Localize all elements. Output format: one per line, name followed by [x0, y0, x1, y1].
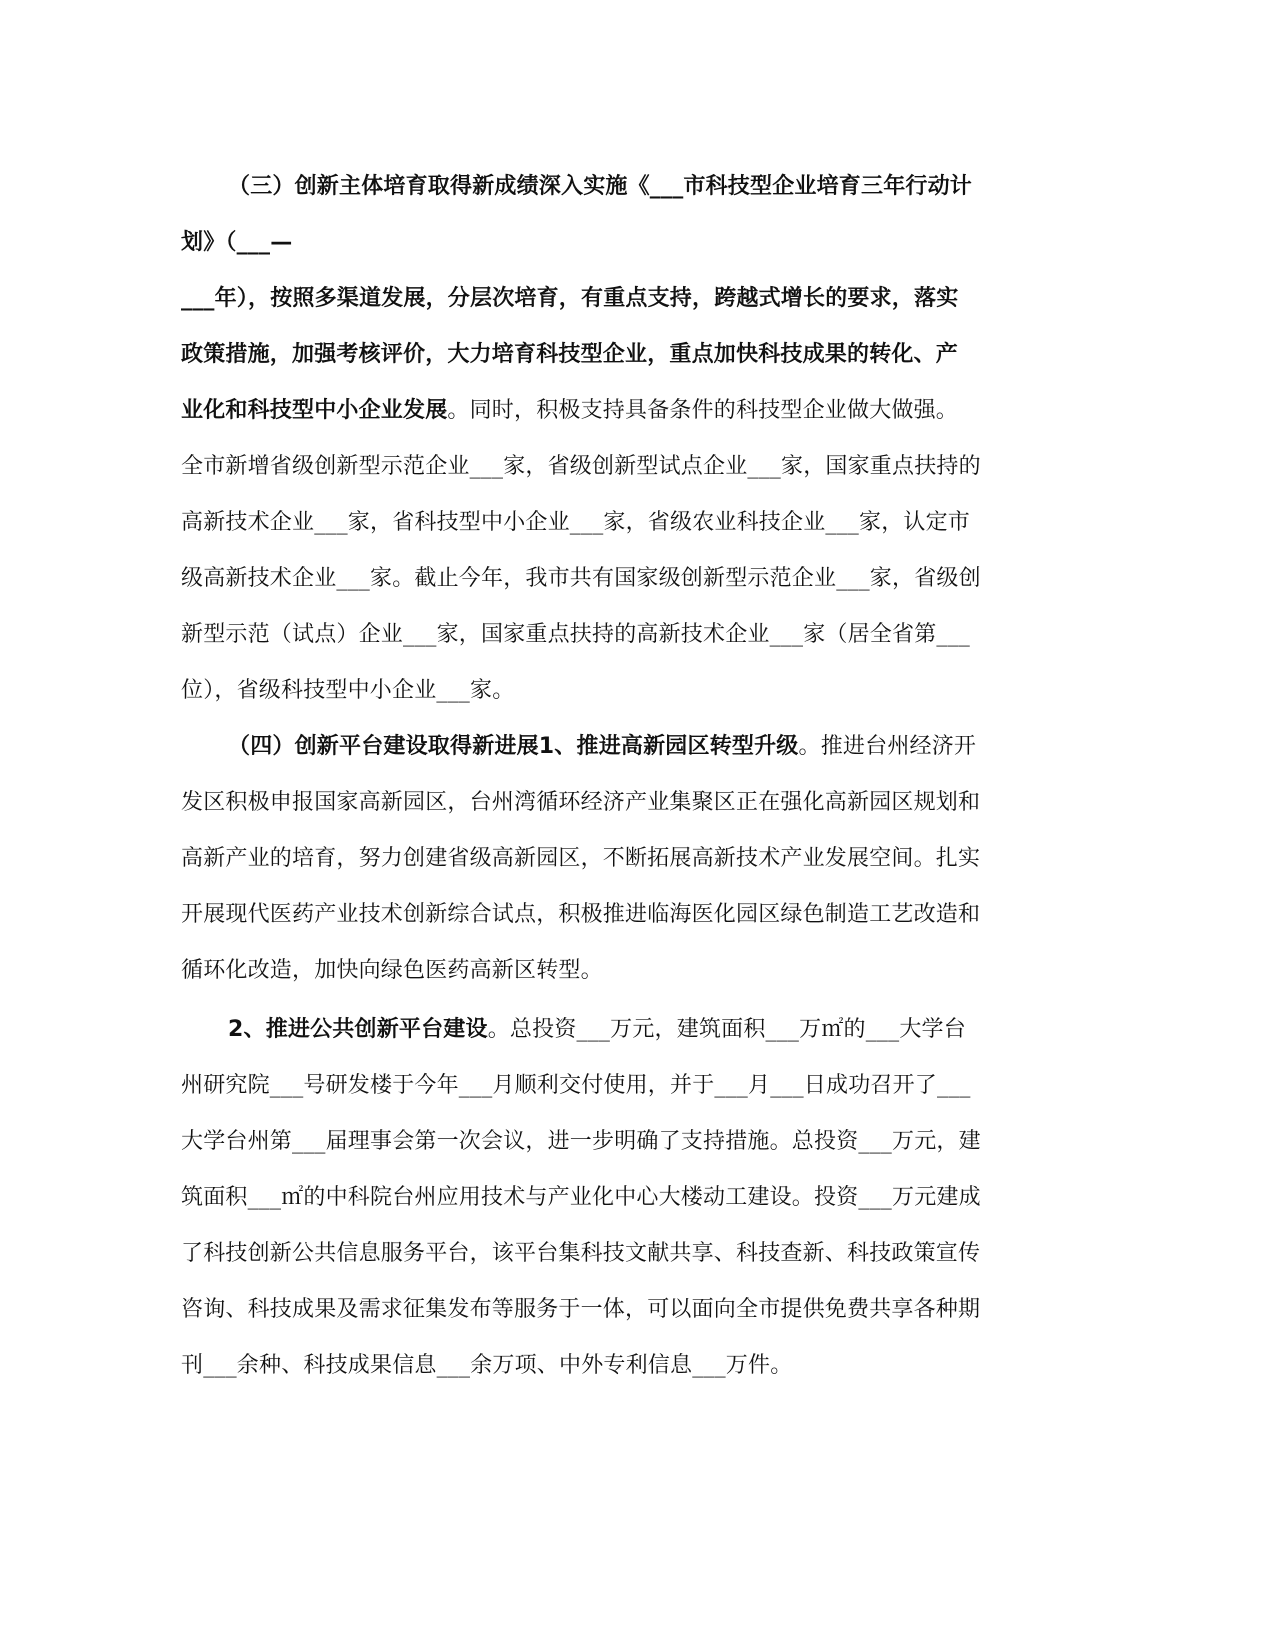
text-line	[181, 508, 1041, 538]
paragraph-3-heading-line	[228, 172, 1041, 202]
bold-text: ___年），按照多渠道发展，分层次培育，有重点支持，跨越式增长的要求，落实	[181, 286, 959, 311]
text-line	[181, 1127, 1041, 1157]
text-line	[181, 228, 1041, 258]
body-text: 。同时，积极支持具备条件的科技型企业做大做强。	[447, 398, 959, 423]
bold-text: 业化和科技型中小企业发展	[181, 398, 448, 423]
body-text: 级高新技术企业___家。截止今年，我市共有国家级创新型示范企业___家，省级创	[181, 566, 981, 591]
body-text: 循环化改造，加快向绿色医药高新区转型。	[181, 958, 603, 983]
body-text: 州研究院___号研发楼于今年___月顺利交付使用，并于___月___日成功召开了___	[181, 1073, 971, 1098]
body-text: 位），省级科技型中小企业___家。	[181, 678, 515, 703]
text-line	[181, 620, 1041, 650]
text-line	[181, 1071, 1041, 1101]
body-text: 。总投资___万元，建筑面积___万㎡的___大学台	[487, 1017, 966, 1042]
text-line	[181, 452, 1041, 482]
text-line	[181, 1183, 1041, 1213]
text-line	[181, 284, 1041, 314]
body-text: 。推进台州经济开	[798, 734, 977, 759]
body-text: 高新产业的培育，努力创建省级高新园区，不断拓展高新技术产业发展空间。扎实	[181, 846, 981, 871]
body-text: 开展现代医药产业技术创新综合试点，积极推进临海医化园区绿色制造工艺改造和	[181, 902, 981, 927]
subsection-2-heading-line	[228, 1015, 1041, 1045]
text-line	[181, 396, 1041, 426]
text-line	[181, 676, 1041, 706]
text-line	[181, 844, 1041, 874]
body-text: 刊___余种、科技成果信息___余万项、中外专利信息___万件。	[181, 1353, 793, 1378]
text-line	[181, 788, 1041, 818]
text-line	[181, 340, 1041, 370]
text-line	[181, 1295, 1041, 1325]
body-text: 咨询、科技成果及需求征集发布等服务于一体，可以面向全市提供免费共享各种期	[181, 1297, 981, 1322]
bold-text: 划》（___—	[181, 230, 293, 255]
body-text: 大学台州第___届理事会第一次会议，进一步明确了支持措施。总投资___万元，建	[181, 1129, 981, 1154]
body-text: 筑面积___㎡的中科院台州应用技术与产业化中心大楼动工建设。投资___万元建成	[181, 1185, 981, 1210]
bold-text: 政策措施，加强考核评价，大力培育科技型企业，重点加快科技成果的转化、产	[181, 342, 959, 367]
text-line	[181, 956, 1041, 986]
body-text: 新型示范（试点）企业___家，国家重点扶持的高新技术企业___家（居全省第___	[181, 622, 971, 647]
bold-text: 2、推进公共创新平台建设	[228, 1017, 488, 1042]
body-text: 发区积极申报国家高新园区，台州湾循环经济产业集聚区正在强化高新园区规划和	[181, 790, 981, 815]
bold-text: （四）创新平台建设取得新进展1、推进高新园区转型升级	[228, 734, 799, 759]
paragraph-4-heading-line	[228, 732, 1041, 762]
bold-text: （三）创新主体培育取得新成绩深入实施《___市科技型企业培育三年行动计	[228, 174, 973, 199]
body-text: 了科技创新公共信息服务平台，该平台集科技文献共享、科技查新、科技政策宣传	[181, 1241, 981, 1266]
body-text: 全市新增省级创新型示范企业___家，省级创新型试点企业___家，国家重点扶持的	[181, 454, 981, 479]
text-line	[181, 1351, 1041, 1381]
text-line	[181, 1239, 1041, 1269]
text-line	[181, 564, 1041, 594]
text-line	[181, 900, 1041, 930]
body-text: 高新技术企业___家，省科技型中小企业___家，省级农业科技企业___家，认定市	[181, 510, 971, 535]
